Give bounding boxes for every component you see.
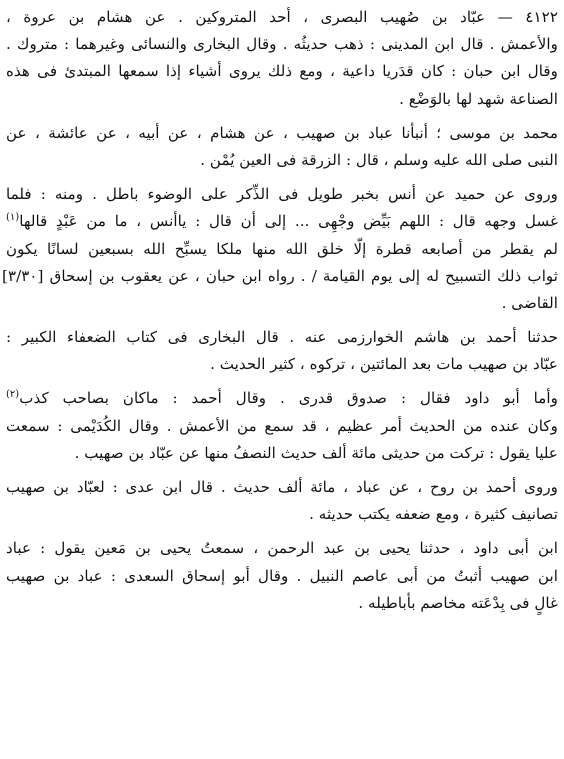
text-line: محمد بن موسى ؛ أنبأنا عباد بن صهيب ، عن هشام ، عن أبيه ، عن عائشة ، عن (6, 123, 558, 142)
entry-heading-paragraph (6, 4, 558, 113)
hadith-paragraph (6, 120, 558, 174)
text-line: النبى صلى الله عليه وسلم ، قال : الزرقة فى العين يُمْن . (200, 150, 558, 169)
line-text: وأما أبو داود فقال : صدوق قدرى . وقال أحمد : ماكان بصاحب كذب (19, 389, 558, 408)
text-line: غالٍ فى بِدْعَته مخاصم بأباطيله . (358, 593, 558, 612)
line-text: غسل وجهه قال : اللهم بَيِّض وجْهِى ... إلى أن قال : ياأنس ، ما من عَبْدٍ قالها (19, 212, 558, 231)
ibn-adi-paragraph (6, 474, 558, 528)
text-line (6, 208, 558, 235)
footnote-ref: (١) (6, 212, 20, 224)
text-line: وكان عنده من الحديث أمر عظيم ، قد سمع من الأعمش . وقال الكُدَيْمى : سمعت (6, 416, 558, 435)
text-line: وروى عن حميد عن أنس بخبر طويل فى الذِّكر على الوضوء باطل . ومنه : فلما (6, 185, 558, 204)
text-line: وروى أحمد بن روح ، عن عباد ، مائة ألف حديث . قال ابن عدى : لعبّاد بن صهيب (6, 478, 558, 496)
bukhari-paragraph (6, 324, 558, 378)
text-line: ٤١٢٢ — عبّاد بن صُهيب البصرى ، أحد المتروكين . عن هشام بن عروة ، (6, 8, 558, 26)
text-line (6, 385, 558, 412)
line-text: ثواب ذلك التسبيح له إلى يوم القيامة / . رواه ابن حبان ، عن يعقوب بن إسحاق (49, 266, 559, 285)
text-line: تصانيف كثيرة ، ومع ضعفه يكتب حديثه . (309, 505, 558, 524)
page-text (2, 4, 559, 755)
text-line: عليا يقول : تركت من حديثى مائة ألف حديث النصفُ منها عن عبّاد بن صهيب . (74, 443, 558, 462)
ibn-abi-dawud-paragraph (6, 535, 558, 617)
text-line (2, 263, 559, 290)
text-line: ابن أبى داود ، حدثنا يحيى بن عبد الرحمن ، سمعتُ يحيى بن مَعين يقول : عباد (6, 539, 558, 558)
text-line: لم يقطر من أصابعه قطرة إلّا خلق الله منها ملكا يسبِّح الله بسبعين لسانًا يكون (6, 239, 558, 258)
page-marker: [٣/٣٠] (2, 266, 44, 285)
abu-dawud-paragraph (6, 385, 558, 467)
footnote-ref: (٢) (6, 389, 20, 401)
text-line: القاضى . (501, 293, 558, 312)
text-line: حدثنا أحمد بن هاشم الخوارزمى عنه . قال البخارى فى كتاب الضعفاء الكبير : (6, 328, 558, 347)
text-line: وقال ابن حبان : كان قدَريا داعية ، ومع ذلك يروى أشياء إذا سمعها المبتدئ فى هذه (6, 62, 558, 81)
text-line: الصناعة شهد لها بالوَضْع . (399, 89, 558, 108)
text-line: والأعمش . قال ابن المدينى : ذهب حديثُه . وقال البخارى والنسائى وغيرهما : متروك . (6, 35, 558, 54)
text-line: ابن صهيب أثبتُ من أبى عاصم النبيل . وقال أبو إسحاق السعدى : عباد بن صهيب (6, 566, 558, 585)
narration-paragraph (2, 181, 559, 317)
text-line: عبّاد بن صهيب مات بعد المائتين ، تركوه ، كثير الحديث . (210, 355, 558, 374)
